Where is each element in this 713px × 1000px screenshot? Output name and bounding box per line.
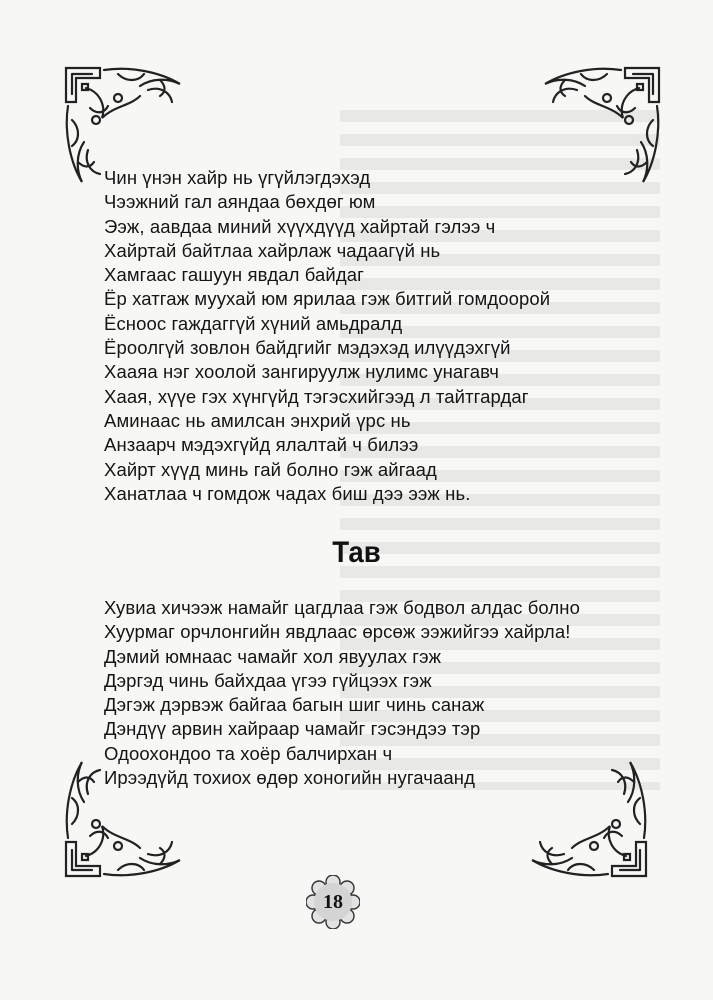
poem-line: Анзаарч мэдэхгүйд ялалтай ч билээ — [104, 434, 419, 456]
poem-line: Ханатлаа ч гомдож чадах биш дээ ээж нь. — [104, 482, 471, 504]
poem-line: Хаая, хүүе гэх хүнгүйд тэгэсхийгээд л тайтгардаг — [104, 385, 529, 407]
poem-line: Дэндүү арвин хайраар чамайг гэсэндээ тэр — [104, 718, 481, 740]
poem-line: Ээж, аавдаа миний хүүхдүүд хайртай гэлээ ч — [104, 215, 496, 237]
poem-line: Чин үнэн хайр нь үгүйлэгдэхэд — [104, 167, 371, 188]
poem-line: Хуурмаг орчлонгийн явдлаас өрсөж ээжийгээ хайрла! — [104, 621, 571, 643]
poem-line: Дэргэд чинь байхдаа үгээ гүйцээх гэж — [104, 669, 432, 691]
poem-line: Хааяа нэг хоолой зангируулж нулимс унагавч — [104, 361, 499, 383]
section-heading: Тав — [332, 536, 381, 569]
poem-line: Дэгэж дэрвэж байгаа багын шиг чинь санаж — [104, 694, 485, 716]
poem-line: Чээжний гал аяндаа бөхдөг юм — [104, 191, 376, 213]
poem-stanza-one — [104, 166, 550, 506]
poem-stanza-two — [104, 596, 580, 790]
poem-line: Ёсноос гаждаггүй хүний амьдралд — [104, 312, 403, 334]
poem-line: Ирээдүйд тохиох өдөр хоногийн нугачаанд — [104, 767, 475, 789]
poem-line: Аминаас нь амилсан энхрий үрс нь — [104, 409, 411, 431]
page-number: 18 — [323, 890, 343, 913]
poem-line: Хувиа хичээж намайг цагдлаа гэж бодвол алдас болно — [104, 597, 580, 618]
page-number-badge — [306, 875, 360, 929]
poem-line: Хайртай байтлаа хайрлаж чадаагүй нь — [104, 239, 441, 261]
poem-line: Хайрт хүүд минь гай болно гэж айгаад — [104, 458, 437, 480]
poem-line: Одоохондоо та хоёр балчирхан ч — [104, 742, 393, 764]
corner-ornament-icon — [535, 62, 665, 192]
poem-line: Ёр хатгаж муухай юм ярилаа гэж битгий гомдоорой — [104, 288, 551, 310]
poem-line: Хамгаас гашуун явдал байдаг — [104, 264, 364, 286]
poem-line: Дэмий юмнаас чамайг хол явуулах гэж — [104, 645, 442, 667]
poem-line: Ёроолгүй зовлон байдгийг мэдэхэд илүүдэхгүй — [104, 337, 511, 359]
